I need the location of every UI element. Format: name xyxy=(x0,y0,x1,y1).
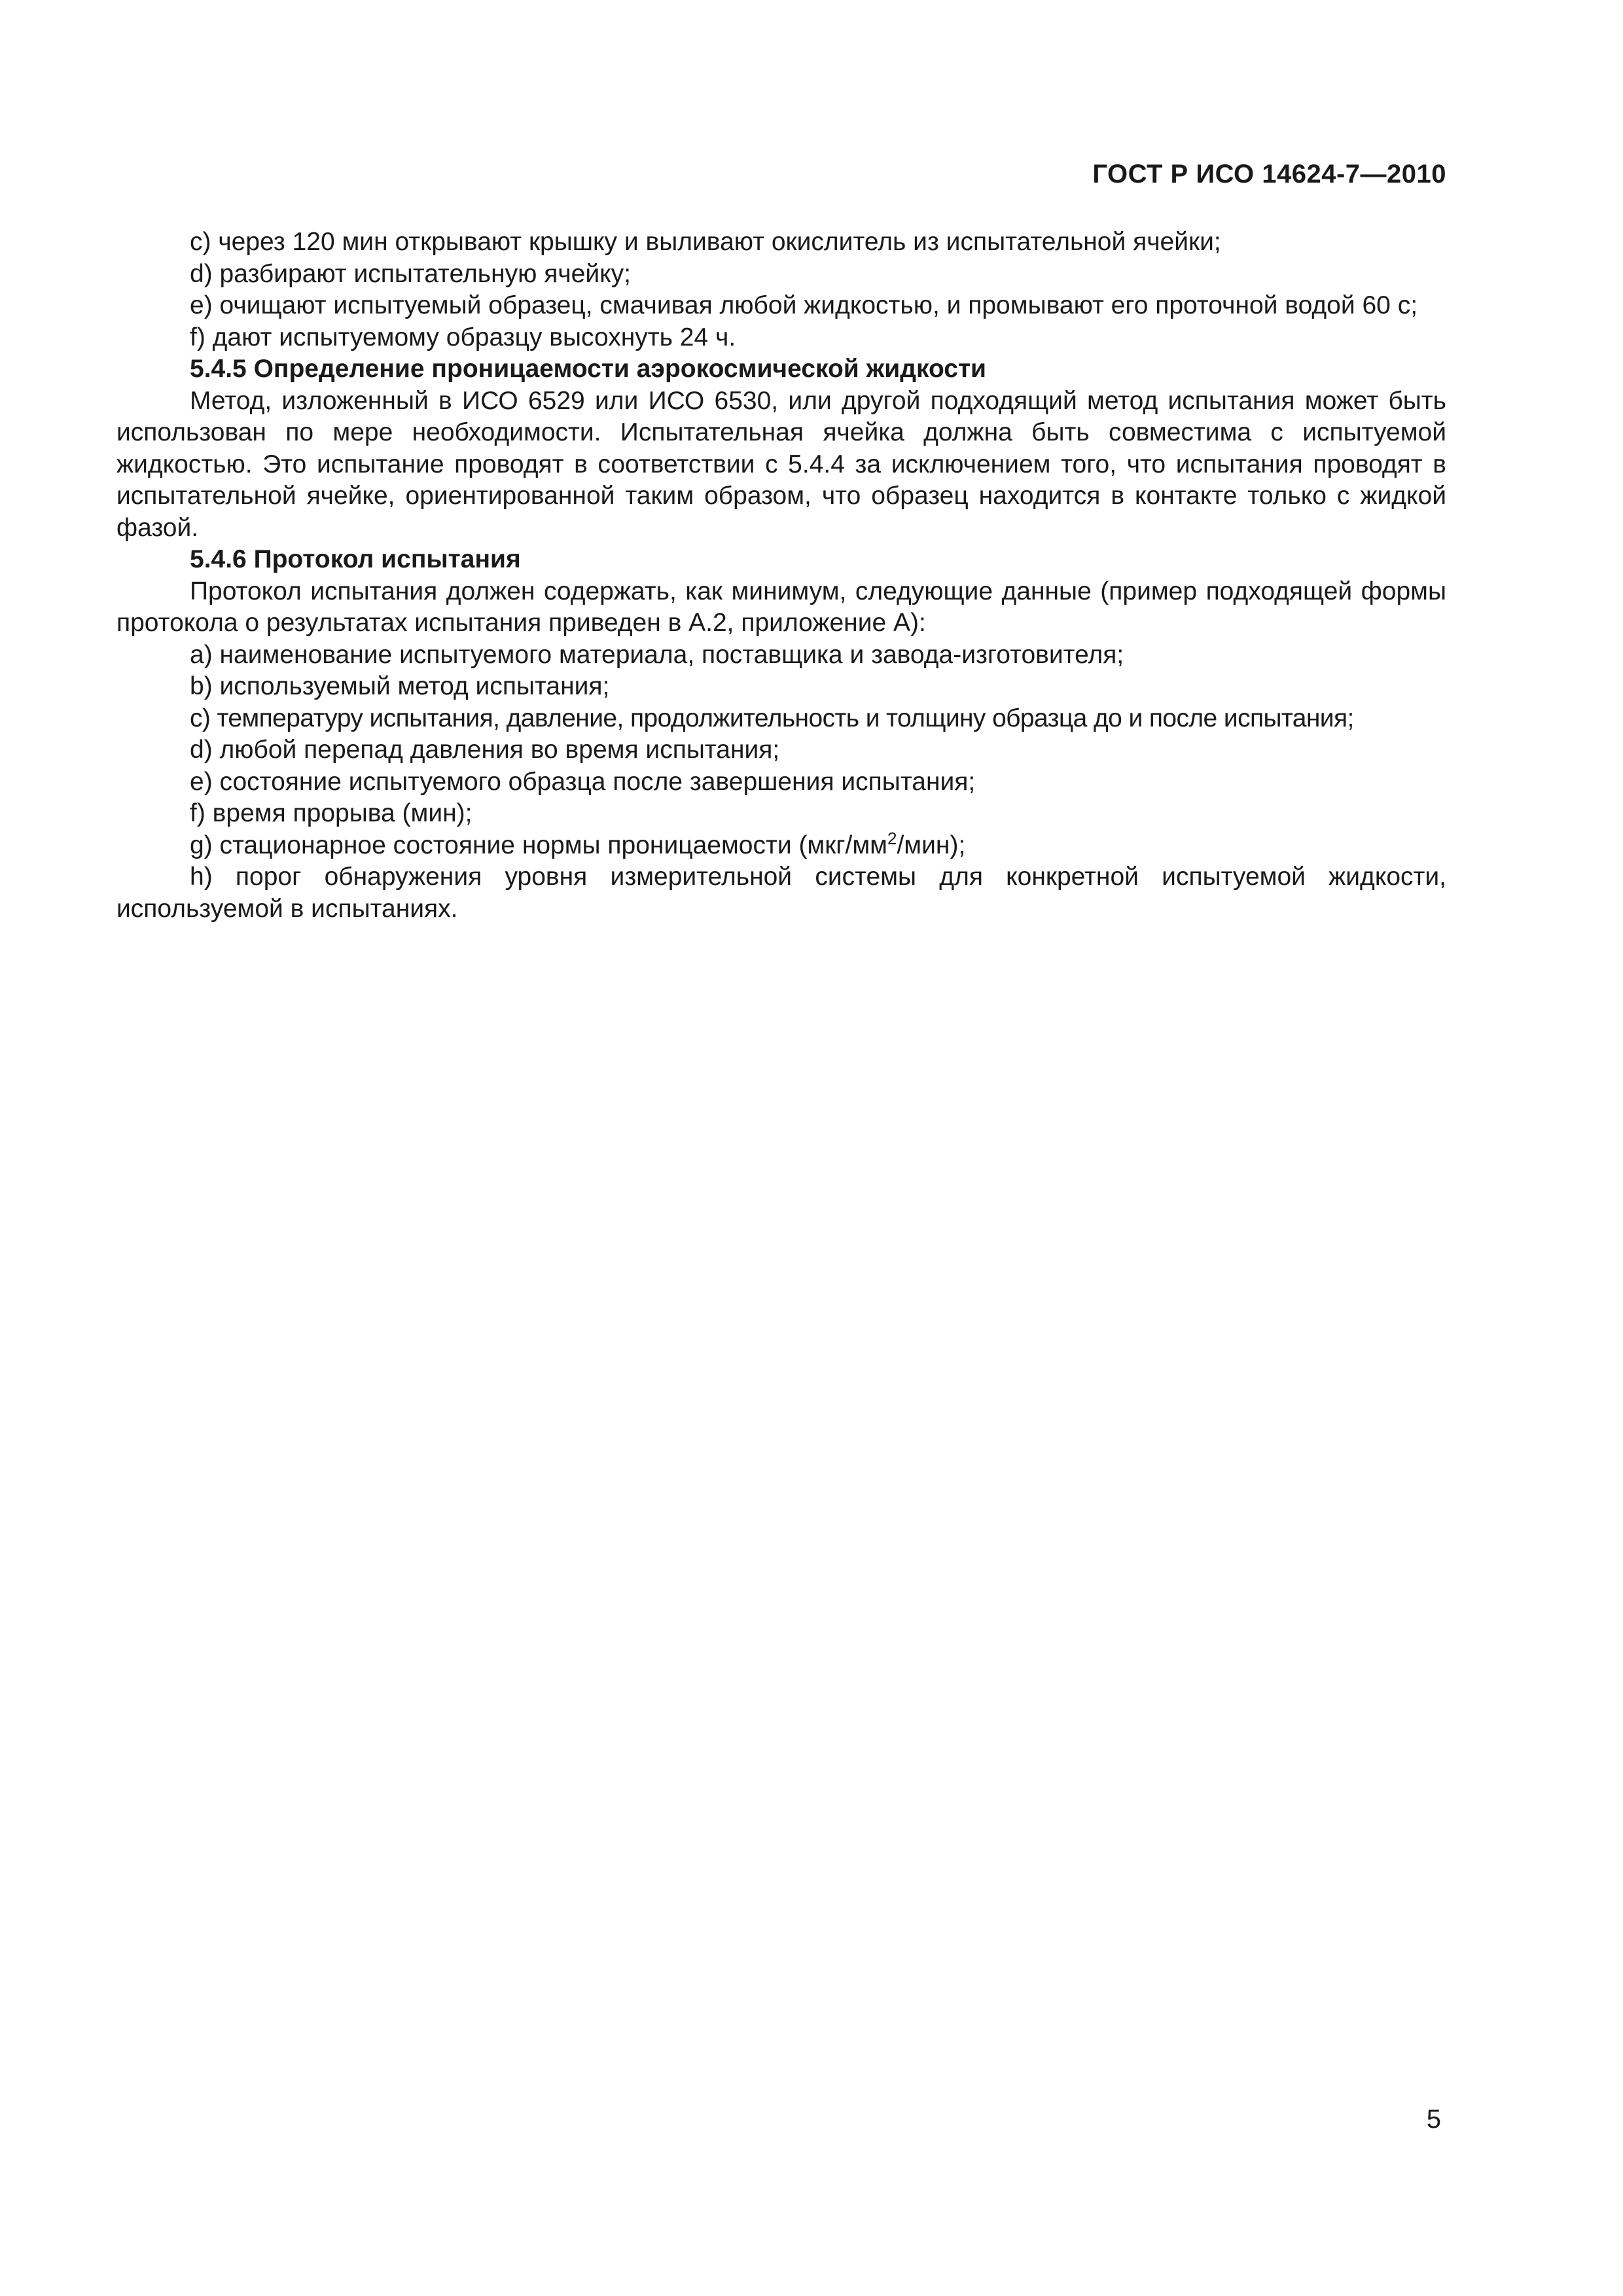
page-number: 5 xyxy=(1426,2105,1441,2134)
report-item-f: f) время прорыва (мин); xyxy=(190,799,473,827)
report-item-e: e) состояние испытуемого образца после завершения испытания; xyxy=(190,767,976,796)
report-item-g-tail: /мин); xyxy=(897,831,966,859)
report-item-b: b) используемый метод испытания; xyxy=(190,672,610,700)
section-heading-5-4-6: 5.4.6 Протокол испытания xyxy=(190,545,521,573)
report-item-d: d) любой перепад давления во время испытания; xyxy=(190,736,780,764)
report-item-h: h) порог обнаружения уровня измерительной системы для конкретной испытуемой жидкости, используемой в испытаниях. xyxy=(116,863,1446,923)
section-text-5-4-5: Метод, изложенный в ИСО 6529 или ИСО 6530, или другой подходящий метод испытания может быть использован по мере необходимости. Испытательная ячейка должна быть совместима с испытуемой жидкостью. Это испытание проводят в соответствии с 5.4.4 за исключением того, что испытания проводят в испытательной ячейке, ориентированной таким образом, что образец находится в контакте только с жидкой фазой. xyxy=(116,386,1446,542)
document-header: ГОСТ Р ИСО 14624-7—2010 xyxy=(1092,160,1446,188)
report-item-g-text: g) стационарное состояние нормы проницаемости (мкг/мм xyxy=(190,831,887,859)
report-item-g xyxy=(116,830,1446,862)
report-item-g-superscript: 2 xyxy=(887,828,897,848)
list-item-f: f) дают испытуемому образцу высохнуть 24 ч. xyxy=(190,323,736,351)
list-item-c: c) через 120 мин открывают крышку и выливают окислитель из испытательной ячейки; xyxy=(190,228,1221,256)
report-item-a: a) наименование испытуемого материала, поставщика и завода-изготовителя; xyxy=(190,640,1124,669)
section-heading-5-4-5: 5.4.5 Определение проницаемости аэрокосмической жидкости xyxy=(190,355,987,383)
section-text-5-4-6: Протокол испытания должен содержать, как минимум, следующие данные (пример подходящей формы протокола о результатах испытания приведен в А.2, приложение А): xyxy=(116,577,1446,637)
document-body xyxy=(116,226,1446,925)
report-item-c: c) температуру испытания, давление, продолжительность и толщину образца до и после испытания; xyxy=(190,704,1354,732)
list-item-d: d) разбирают испытательную ячейку; xyxy=(190,259,631,288)
list-item-e: e) очищают испытуемый образец, смачивая любой жидкостью, и промывают его проточной водой 60 с; xyxy=(190,291,1418,319)
